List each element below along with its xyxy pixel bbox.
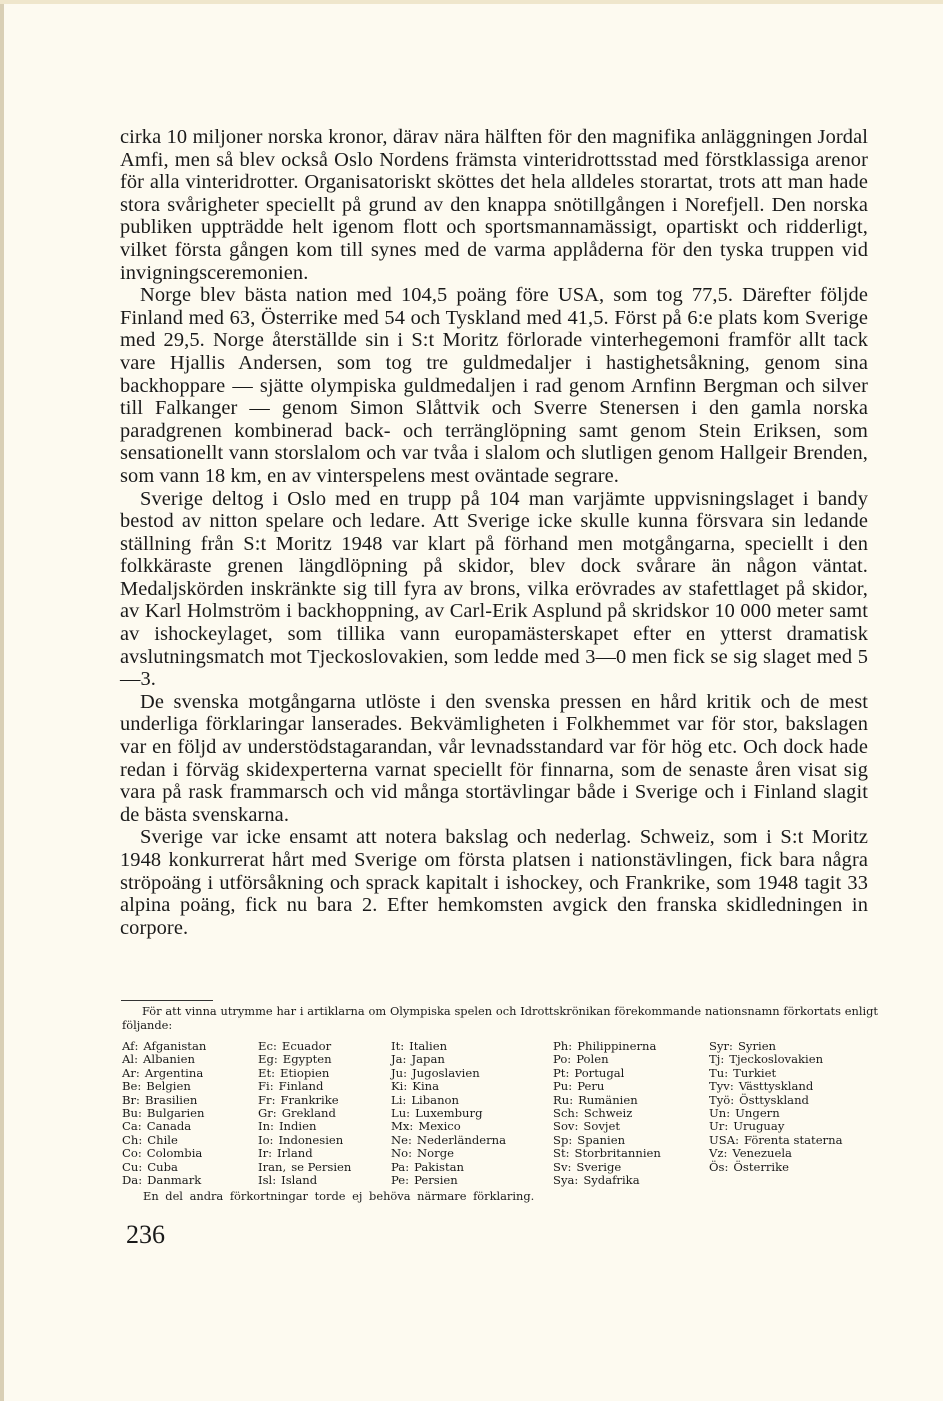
country-name: Egypten — [282, 1052, 332, 1067]
abbreviation-entry — [391, 1080, 506, 1093]
country-name: Peru — [577, 1079, 605, 1094]
abbreviation-entry — [391, 1053, 506, 1066]
abbreviation-entry — [122, 1147, 206, 1160]
abbreviation-code: Cu: — [122, 1159, 143, 1174]
page-edge-shadow — [0, 0, 4, 1401]
abbreviation-entry — [553, 1040, 661, 1053]
abbreviation-code: Br: — [122, 1092, 140, 1107]
abbreviation-code: Vz: — [709, 1146, 728, 1161]
abbreviation-entry — [553, 1147, 661, 1160]
abbreviation-entry — [258, 1161, 351, 1174]
paragraph: cirka 10 miljoner norska kronor, därav nära hälften för den magnifika anläggningen Jordal Amfi, men så blev också Oslo Nordens främsta vinteridrottsstad med förstklassiga arenor för alla vinteridrotter. Organisatoriskt sköttes det hela alldeles storartat, trots att man hade stora svårigheter speciellt på grund av den knappa snötillgången i Norefjell. Den norska publiken uppträdde helt igenom flott och sportsmannamässigt, opartiskt och ridderligt, vilket första gången kom till synes med de varma applåderna för den tyska truppen vid invigningsceremonien. — [120, 126, 868, 284]
country-name: Albanien — [143, 1052, 195, 1067]
abbreviation-entry — [258, 1174, 351, 1187]
abbreviation-entry — [258, 1134, 351, 1147]
country-name: Rumänien — [578, 1092, 638, 1107]
abbreviation-code: Sch: — [553, 1106, 579, 1121]
abbreviation-code: No: — [391, 1146, 413, 1161]
abbreviation-code: It: — [391, 1039, 405, 1053]
abbreviation-code: Io: — [258, 1132, 274, 1147]
abbreviation-code: Eg: — [258, 1052, 278, 1067]
abbreviation-code: Syr: — [709, 1039, 733, 1053]
abbreviation-code: Al: — [122, 1052, 138, 1067]
abbreviation-code: Gr: — [258, 1106, 277, 1121]
abbreviation-code: Co: — [122, 1146, 142, 1161]
abbreviation-code: Bu: — [122, 1106, 142, 1121]
country-name: Portugal — [574, 1065, 625, 1080]
country-name: Sydafrika — [583, 1173, 640, 1188]
abbreviation-column — [258, 1040, 351, 1187]
country-name: Finland — [278, 1079, 324, 1094]
country-name: Cuba — [147, 1159, 178, 1174]
abbreviation-entry — [391, 1107, 506, 1120]
abbreviation-entry — [391, 1174, 506, 1187]
paragraph: De svenska motgångarna utlöste i den svenska pressen en hård kritik och de mest underliga förklaringar lanserades. Bekvämligheten i Folkhemmet var för stor, bakslagen var en följd av understödstagarandan, vår levnadsstandard var för hög etc. Och dock hade redan i förväg skidexperterna varnat speciellt för finnarna, som de senaste åren visat sig vara på rask frammarsch och vid många stortävlingar både i Sverige och i Finland slagit de bästa svenskarna. — [120, 690, 868, 826]
abbreviation-code: Pa: — [391, 1159, 410, 1174]
country-name: Jugoslavien — [412, 1065, 480, 1080]
abbreviation-code: Et: — [258, 1065, 276, 1080]
country-name: Belgien — [146, 1079, 191, 1094]
abbreviation-entry — [553, 1120, 661, 1133]
abbreviation-entry — [709, 1094, 842, 1107]
abbreviation-code: Ja: — [391, 1052, 407, 1067]
abbreviation-code: Iran, — [258, 1159, 287, 1174]
country-name: Argentina — [144, 1065, 204, 1080]
abbreviation-entry — [391, 1067, 506, 1080]
abbreviation-code: Isl: — [258, 1173, 277, 1188]
abbreviation-entry — [709, 1080, 842, 1093]
body-text — [120, 126, 868, 939]
abbreviation-code: Ch: — [122, 1132, 143, 1147]
abbreviation-entry — [391, 1161, 506, 1174]
country-name: Grekland — [281, 1106, 336, 1121]
abbreviation-code: In: — [258, 1119, 274, 1134]
country-name: Storbritannien — [574, 1146, 661, 1161]
abbreviation-code: Sv: — [553, 1159, 572, 1174]
abbreviation-code: Da: — [122, 1173, 143, 1188]
country-name: Island — [281, 1173, 318, 1188]
abbreviation-code: Ur: — [709, 1119, 729, 1134]
abbreviation-entry — [709, 1147, 842, 1160]
abbreviation-code: Ir: — [258, 1146, 273, 1161]
abbreviation-code: Ph: — [553, 1039, 573, 1053]
abbreviation-code: USA: — [709, 1132, 739, 1147]
country-name: Brasilien — [144, 1092, 198, 1107]
country-name: Chile — [147, 1132, 178, 1147]
abbreviation-code: Li: — [391, 1092, 407, 1107]
abbreviation-column — [709, 1040, 842, 1174]
country-name: Västtyskland — [738, 1079, 814, 1094]
abbreviation-entry — [258, 1067, 351, 1080]
footnote-intro: För att vinna utrymme har i artiklarna om Olympiska spelen och Idrottskrönikan förekommande nationsnamn förkortats enligt följande: — [122, 1004, 878, 1032]
abbreviation-code: Fi: — [258, 1079, 274, 1094]
country-name: Polen — [576, 1052, 609, 1067]
abbreviation-column — [391, 1040, 506, 1187]
page-edge-top — [0, 0, 943, 4]
country-name: Indien — [278, 1119, 317, 1134]
country-name: Libanon — [411, 1092, 459, 1107]
abbreviation-entry — [553, 1053, 661, 1066]
abbreviation-entry — [258, 1120, 351, 1133]
abbreviation-entry — [122, 1134, 206, 1147]
country-name: Danmark — [147, 1173, 202, 1188]
abbreviation-entry — [122, 1040, 206, 1053]
country-name: Indonesien — [278, 1132, 344, 1147]
country-name: Etiopien — [280, 1065, 330, 1080]
abbreviation-entry — [391, 1040, 506, 1053]
abbreviation-entry — [258, 1107, 351, 1120]
country-name: Venezuela — [732, 1146, 792, 1161]
country-name: Sovjet — [583, 1119, 620, 1134]
abbreviation-code: Sov: — [553, 1119, 579, 1134]
country-name: Kina — [412, 1079, 440, 1094]
country-name: Afganistan — [143, 1039, 207, 1053]
abbreviation-code: Af: — [122, 1039, 139, 1053]
abbreviation-entry — [122, 1120, 206, 1133]
country-name: Luxemburg — [415, 1106, 483, 1121]
footnote-outro: En del andra förkortningar torde ej behöva närmare förklaring. — [143, 1189, 535, 1203]
abbreviation-code: Tj: — [709, 1052, 725, 1067]
abbreviation-code: Ru: — [553, 1092, 574, 1107]
abbreviation-entry — [553, 1067, 661, 1080]
country-name: Bulgarien — [146, 1106, 205, 1121]
country-name: Turkiet — [733, 1065, 777, 1080]
abbreviation-entry — [122, 1080, 206, 1093]
abbreviation-code: Tu: — [709, 1065, 729, 1080]
abbreviation-code: Ne: — [391, 1132, 412, 1147]
abbreviation-entry — [258, 1040, 351, 1053]
abbreviation-code: Pt: — [553, 1065, 570, 1080]
abbreviation-code: Sp: — [553, 1132, 573, 1147]
abbreviation-code: Pu: — [553, 1079, 573, 1094]
abbreviation-entry — [553, 1107, 661, 1120]
abbreviation-code: Be: — [122, 1079, 142, 1094]
abbreviation-entry — [122, 1094, 206, 1107]
abbreviation-column — [553, 1040, 661, 1187]
abbreviation-entry — [553, 1134, 661, 1147]
abbreviation-entry — [258, 1094, 351, 1107]
country-name: Uruguay — [733, 1119, 785, 1134]
abbreviation-code: Ca: — [122, 1119, 142, 1134]
country-name: Syrien — [737, 1039, 777, 1053]
page-number: 236 — [126, 1220, 165, 1249]
abbreviation-entry — [391, 1134, 506, 1147]
paragraph: Sverige deltog i Oslo med en trupp på 104 man varjämte uppvisningslaget i bandy bestod av nitton spelare och ledare. Att Sverige icke skulle kunna försvara sin ledande ställning från S:t Moritz 1948 var klart på förhand men motgångarna, speciellt i den folkkäraste grenen längdlöpning på skidor, blev dock svårare än någon väntat. Medaljskörden inskränkte sig till fyra av brons, vilka erövrades av stafettlaget på skidor, av Karl Holmström i backhoppning, av Carl-Erik Asplund på skridskor 10 000 meter samt av ishockeylaget, som tillika vann europamästerskapet efter en ytterst dramatisk avslutningsmatch mot Tjeckoslovakien, som ledde med 3—0 men fick se sig slaget med 5—3. — [120, 487, 868, 691]
abbreviation-code: Ar: — [122, 1065, 140, 1080]
abbreviation-entry — [709, 1120, 842, 1133]
country-name: Österrike — [733, 1159, 790, 1174]
country-name: Pakistan — [414, 1159, 465, 1174]
abbreviation-code: Lu: — [391, 1106, 411, 1121]
country-name: Sverige — [576, 1159, 622, 1174]
abbreviation-entry — [553, 1174, 661, 1187]
abbreviation-entry — [553, 1161, 661, 1174]
country-name: Irland — [277, 1146, 313, 1161]
country-name: Ecuador — [281, 1039, 332, 1053]
abbreviation-code: Ös: — [709, 1159, 729, 1174]
abbreviation-entry — [553, 1094, 661, 1107]
abbreviation-code: Sya: — [553, 1173, 579, 1188]
abbreviation-code: Pe: — [391, 1173, 410, 1188]
abbreviation-code: Un: — [709, 1106, 731, 1121]
abbreviation-entry — [391, 1147, 506, 1160]
abbreviation-code: Tyv: — [709, 1079, 734, 1094]
abbreviation-entry — [709, 1053, 842, 1066]
abbreviation-entry — [258, 1147, 351, 1160]
country-name: Frankrike — [280, 1092, 339, 1107]
country-name: Mexico — [418, 1119, 461, 1134]
abbreviation-entry — [553, 1080, 661, 1093]
abbreviation-code: Po: — [553, 1052, 572, 1067]
country-name: Canada — [146, 1119, 192, 1134]
country-name: Italien — [409, 1039, 448, 1053]
country-name: Tjeckoslovakien — [729, 1052, 824, 1067]
country-name: Spanien — [577, 1132, 626, 1147]
abbreviation-code: Mx: — [391, 1119, 414, 1134]
abbreviation-column — [122, 1040, 206, 1187]
country-name: Nederländerna — [416, 1132, 507, 1147]
abbreviation-entry — [122, 1067, 206, 1080]
country-name: Persien — [414, 1173, 458, 1188]
country-name: se Persien — [291, 1159, 352, 1174]
footnote-divider — [121, 1000, 213, 1001]
abbreviation-code: Ki: — [391, 1079, 408, 1094]
country-name: Ungern — [735, 1106, 780, 1121]
paragraph: Sverige var icke ensamt att notera bakslag och nederlag. Schweiz, som i S:t Moritz 1948 konkurrerat hårt med Sverige om första platsen i nationstävlingen, fick bara några ströpoäng i utförsåkning och sprack kapitalt i ishockey, och Frankrike, som 1948 tagit 33 alpina poäng, fick nu bara 2. Efter hemkomsten avgick den franska skidledningen in corpore. — [120, 826, 868, 939]
country-name: Philippinerna — [577, 1039, 657, 1053]
abbreviation-entry — [391, 1094, 506, 1107]
country-name: Japan — [411, 1052, 445, 1067]
abbreviation-entry — [709, 1067, 842, 1080]
abbreviation-entry — [391, 1120, 506, 1133]
abbreviation-code: Ju: — [391, 1065, 408, 1080]
abbreviation-code: Fr: — [258, 1092, 276, 1107]
abbreviation-entry — [709, 1107, 842, 1120]
country-name: Colombia — [146, 1146, 203, 1161]
country-name: Förenta staterna — [744, 1132, 843, 1147]
abbreviation-entry — [709, 1161, 842, 1174]
abbreviation-entry — [122, 1161, 206, 1174]
abbreviation-code: Työ: — [709, 1092, 735, 1107]
abbreviation-entry — [709, 1134, 842, 1147]
abbreviation-entry — [122, 1107, 206, 1120]
paragraph: Norge blev bästa nation med 104,5 poäng före USA, som tog 77,5. Därefter följde Finland med 63, Österrike med 54 och Tyskland med 41,5. Först på 6:e plats kom Sverige med 29,5. Norge återställde sin i S:t Moritz förlorade vinterhegemoni framför allt tack vare Hjallis Andersen, som tog tre guldmedaljer i hastighetsåkning, genom sina backhoppare — sjätte olympiska guldmedaljen i rad genom Arnfinn Bergman och silver till Falkanger — genom Simon Slåttvik och Sverre Stenersen i den gamla norska paradgrenen kombinerad back- och terränglöpning samt genom Stein Eriksen, som sensationellt vann storslalom och var tvåa i slalom och slutligen genom Hallgeir Brenden, som vann 18 km, en av vinterspelens mest oväntade segrare. — [120, 284, 868, 487]
abbreviation-entry — [122, 1174, 206, 1187]
abbreviation-entry — [258, 1080, 351, 1093]
abbreviation-entry — [709, 1040, 842, 1053]
country-name: Schweiz — [583, 1106, 633, 1121]
country-name: Norge — [417, 1146, 454, 1161]
abbreviation-code: St: — [553, 1146, 570, 1161]
abbreviation-entry — [258, 1053, 351, 1066]
abbreviation-code: Ec: — [258, 1039, 277, 1053]
country-name: Östtyskland — [739, 1092, 809, 1107]
abbreviation-entry — [122, 1053, 206, 1066]
